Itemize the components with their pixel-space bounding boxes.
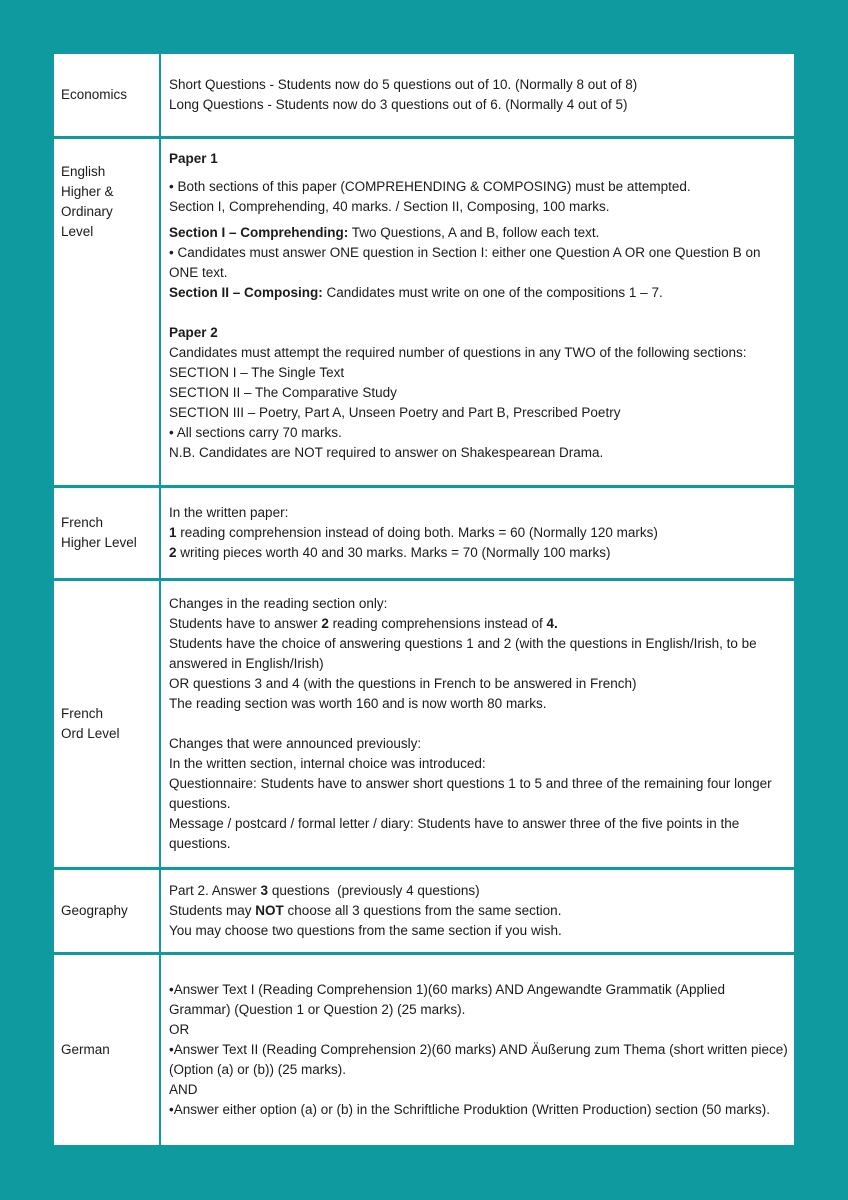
detail-line: Section I, Comprehending, 40 marks. / Section II, Composing, 100 marks. (169, 199, 610, 214)
detail-line: SECTION III – Poetry, Part A, Unseen Poetry and Part B, Prescribed Poetry (169, 405, 621, 420)
detail-line: • Both sections of this paper (COMPREHENDING & COMPOSING) must be attempted. (169, 179, 691, 194)
detail-line: Section II – Composing: Candidates must write on one of the compositions 1 – 7. (169, 285, 663, 300)
row-details (161, 488, 794, 578)
row-french-higher (54, 488, 794, 578)
detail-line: N.B. Candidates are NOT required to answer on Shakespearean Drama. (169, 445, 604, 460)
subject-label: German (54, 955, 161, 1145)
row-english (54, 139, 794, 485)
detail-line: SECTION II – The Comparative Study (169, 385, 397, 400)
paper-1-title: Paper 1 (169, 151, 218, 166)
row-details (161, 54, 794, 136)
detail-line: Changes that were announced previously: (169, 736, 422, 751)
detail-line: 2 writing pieces worth 40 and 30 marks. Marks = 70 (Normally 100 marks) (169, 545, 611, 560)
detail-line: •Answer Text II (Reading Comprehension 2)(60 marks) AND Äußerung zum Thema (short written piece) (Option (a) or (b)) (25 marks). (169, 1042, 788, 1077)
row-details (161, 139, 794, 485)
detail-line: Students have to answer 2 reading comprehensions instead of 4. (169, 616, 558, 631)
row-economics (54, 54, 794, 136)
section-i-label: Section I – Comprehending: (169, 225, 349, 240)
detail-line: OR questions 3 and 4 (with the questions in French to be answered in French) (169, 676, 637, 691)
paper-2-title: Paper 2 (169, 325, 218, 340)
detail-line: Candidates must attempt the required number of questions in any TWO of the following sections: SECTION I – The Single Text (169, 345, 747, 380)
detail-line: • All sections carry 70 marks. (169, 425, 342, 440)
subject-text: English Higher & Ordinary Level (61, 164, 114, 239)
detail-line: You may choose two questions from the same section if you wish. (169, 923, 562, 938)
row-french-ordinary (54, 581, 794, 867)
detail-line: Questionnaire: Students have to answer short questions 1 to 5 and three of the remaining four longer questions. (169, 776, 772, 811)
detail-line: In the written section, internal choice was introduced: (169, 756, 486, 771)
detail-line: 1 reading comprehension instead of doing both. Marks = 60 (Normally 120 marks) (169, 525, 658, 540)
subject-label: Economics (54, 54, 161, 136)
detail-line: •Answer Text I (Reading Comprehension 1)(60 marks) AND Angewandte Grammatik (Applied Grammar) (Question 1 or Question 2) (25 marks). (169, 982, 725, 1017)
detail-line: OR (169, 1022, 190, 1037)
detail-line: •Answer either option (a) or (b) in the Schriftliche Produktion (Written Production) section (50 marks). (169, 1102, 770, 1117)
row-details (161, 870, 794, 952)
detail-line: Students may NOT choose all 3 questions from the same section. (169, 903, 562, 918)
exam-changes-table (54, 54, 794, 1145)
subject-label: French Ord Level (54, 581, 161, 867)
detail-line: Part 2. Answer 3 questions (previously 4 questions) (169, 883, 480, 898)
detail-line: Changes in the reading section only: (169, 596, 388, 611)
detail-line: Section I – Comprehending: Two Questions, A and B, follow each text. (169, 225, 600, 240)
detail-line: In the written paper: (169, 505, 289, 520)
detail-line: Long Questions - Students now do 3 questions out of 6. (Normally 4 out of 5) (169, 97, 628, 112)
detail-line: The reading section was worth 160 and is now worth 80 marks. (169, 696, 547, 711)
subject-label: French Higher Level (54, 488, 161, 578)
subject-label (54, 139, 161, 485)
detail-line: Short Questions - Students now do 5 questions out of 10. (Normally 8 out of 8) (169, 77, 638, 92)
row-german (54, 955, 794, 1145)
detail-line: Message / postcard / formal letter / diary: Students have to answer three of the five points in the questions. (169, 816, 740, 851)
detail-line: AND (169, 1082, 198, 1097)
subject-label: Geography (54, 870, 161, 952)
row-details (161, 581, 794, 867)
detail-line: Students have the choice of answering questions 1 and 2 (with the questions in English/Irish, to be answered in English/Irish) (169, 636, 757, 671)
detail-line: • Candidates must answer ONE question in Section I: either one Question A OR one Question B on ONE text. (169, 245, 761, 280)
row-geography (54, 870, 794, 952)
section-ii-label: Section II – Composing: (169, 285, 323, 300)
row-details (161, 955, 794, 1145)
